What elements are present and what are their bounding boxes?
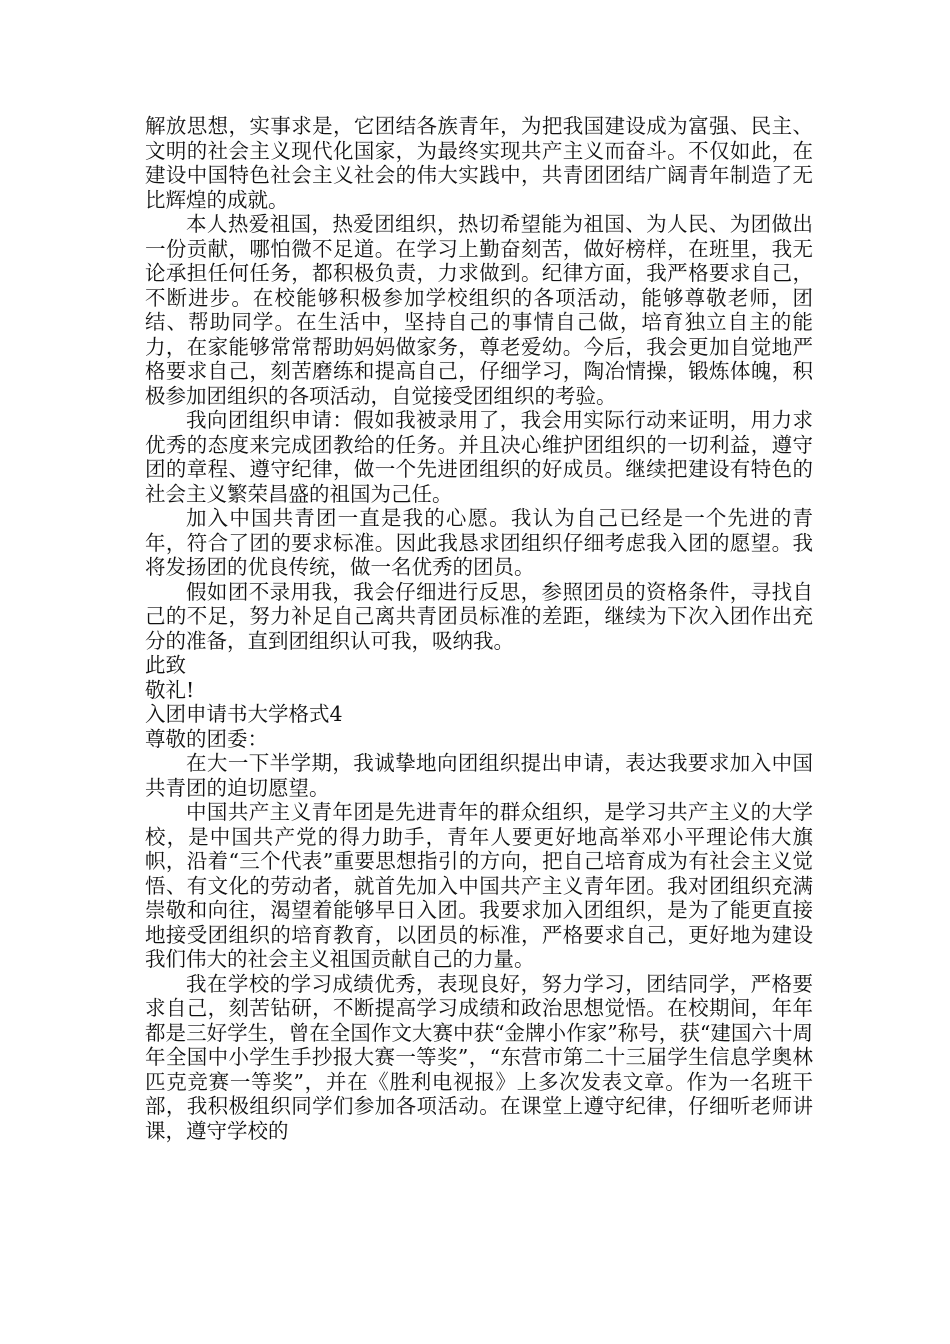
paragraph-application: 我向团组织申请：假如我被录用了，我会用实际行动来证明，用力求优秀的态度来完成团教给的任务。并且决心维护团组织的一切利益，遵守团的章程、遵守纪律，做一个先进团组织的好成员。继续把建设有特色的社会主义繁荣昌盛的祖国为己任。 [145, 408, 813, 506]
closing-salutation: 此致 [145, 653, 186, 677]
closing-regards: 敬礼! [145, 677, 195, 702]
paragraph-intro: 在大一下半学期，我诚挚地向团组织提出申请，表达我要求加入中国共青团的迫切愿望。 [145, 751, 813, 800]
paragraph-wish: 加入中国共青团一直是我的心愿。我认为自己已经是一个先进的青年，符合了团的要求标准。因此我恳求团组织仔细考虑我入团的愿望。我将发扬团的优良传统，做一名优秀的团员。 [145, 506, 813, 579]
greeting: 尊敬的团委： [145, 726, 268, 751]
paragraph-reflection: 假如团不录用我，我会仔细进行反思，参照团员的资格条件，寻找自己的不足，努力补足自己离共青团员标准的差距，继续为下次入团作出充分的准备，直到团组织认可我，吸纳我。 [145, 579, 813, 653]
paragraph-liberation: 解放思想，实事求是，它团结各族青年，为把我国建设成为富强、民主、文明的社会主义现代化国家，为最终实现共产主义而奋斗。不仅如此，在建设中国特色社会主义社会的伟大实践中，共青团团结广阔青年制造了无比辉煌的成就。 [145, 114, 813, 212]
paragraph-love-motherland: 本人热爱祖国，热爱团组织，热切希望能为祖国、为人民、为团做出一份贡献，哪怕微不足道。在学习上勤奋刻苦，做好榜样，在班里，我无论承担任何任务，都积极负责，力求做到。纪律方面，我严格要求自己，不断进步。在校能够积极参加学校组织的各项活动，能够尊敬老师，团结、帮助同学。在生活中，坚持自己的事情自己做，培育独立自主的能力，在家能够常常帮助妈妈做家务，尊老爱幼。今后，我会更加自觉地严格要求自己，刻苦磨练和提高自己，仔细学习，陶冶情操，锻炼体魄，积极参加团组织的各项活动，自觉接受团组织的考验。 [145, 212, 813, 408]
paragraph-league-description: 中国共产主义青年团是先进青年的群众组织，是学习共产主义的大学校，是中国共产党的得力助手，青年人要更好地高举邓小平理论伟大旗帜，沿着“三个代表”重要思想指引的方向，把自己培育成为有社会主义觉悟、有文化的劳动者，就首先加入中国共产主义青年团。我对团组织充满崇敬和向往，渴望着能够早日入团。我要求加入团组织，是为了能更直接地接受团组织的培育教育，以团员的标准，严格要求自己，更好地为建设我们伟大的社会主义祖国贡献自己的力量。 [145, 800, 813, 971]
paragraph-achievements: 我在学校的学习成绩优秀，表现良好，努力学习，团结同学，严格要求自己，刻苦钻研，不断提高学习成绩和政治思想觉悟。在校期间，年年都是三好学生，曾在全国作文大赛中获“金牌小作家”称号，获“建国六十周年全国中小学生手抄报大赛一等奖”，“东营市第二十三届学生信息学奥林匹克竞赛一等奖”，并在《胜利电视报》上多次发表文章。作为一名班干部，我积极组织同学们参加各项活动。在课堂上遵守纪律，仔细听老师讲课，遵守学校的 [145, 971, 813, 1143]
document-body [145, 114, 813, 1143]
section-heading: 入团申请书大学格式4 [145, 702, 343, 726]
